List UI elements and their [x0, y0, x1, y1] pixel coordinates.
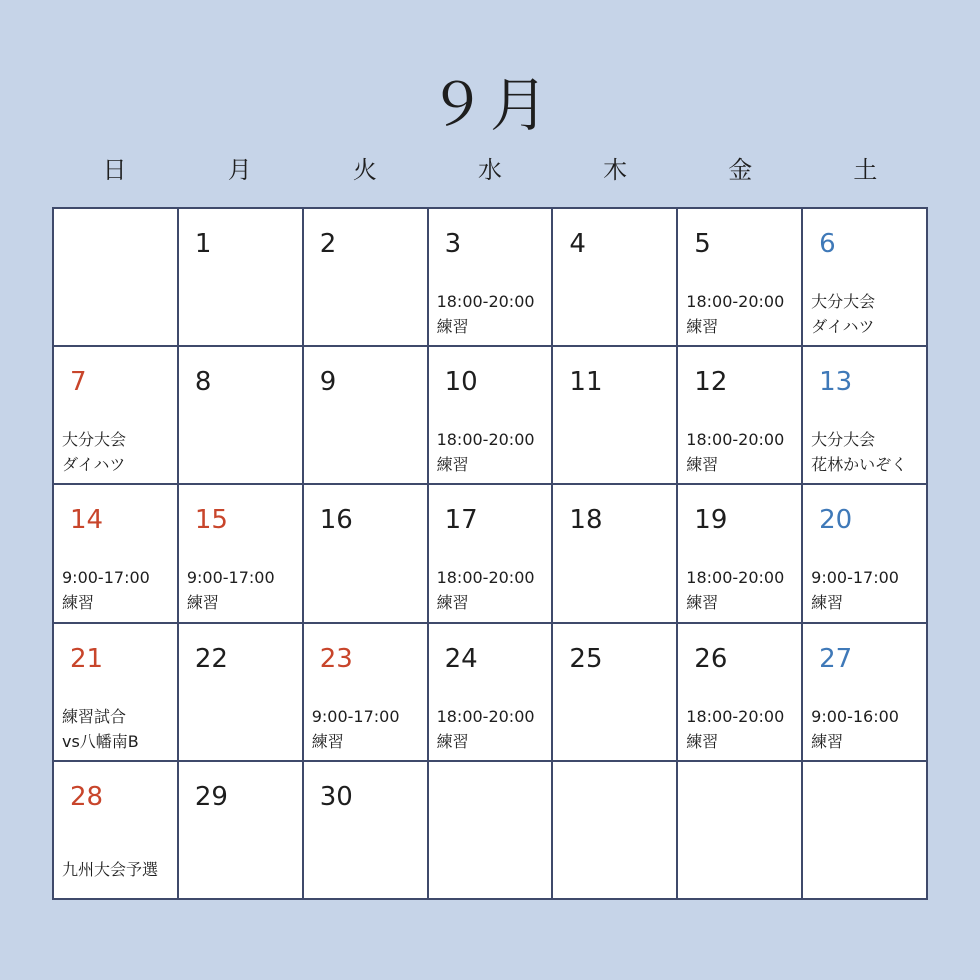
day-number: 20 [819, 505, 853, 536]
event-line: 練習試合 [62, 706, 127, 726]
calendar-grid [52, 207, 928, 900]
day-number: 23 [319, 643, 353, 674]
day-cell[interactable] [428, 484, 553, 622]
day-cell[interactable] [178, 623, 303, 761]
weekday-tue: 火 [352, 156, 377, 184]
day-cell[interactable] [53, 623, 178, 761]
event-note [62, 704, 139, 754]
weekday-sun: 日 [102, 156, 127, 184]
day-number: 14 [70, 505, 104, 536]
event-line: vs八幡南B [62, 731, 139, 751]
weekday-thu: 木 [603, 156, 628, 184]
day-number: 11 [569, 367, 603, 398]
day-number: 21 [70, 643, 104, 674]
event-line: 18:00-20:00 [436, 706, 535, 726]
day-number: 6 [819, 229, 836, 259]
day-number: 3 [444, 229, 462, 259]
weekday-header [52, 152, 928, 188]
event-line: 練習 [686, 731, 719, 751]
day-cell[interactable] [428, 346, 553, 484]
event-note [312, 704, 400, 754]
day-number: 15 [194, 505, 228, 536]
empty-day-cell [802, 761, 927, 899]
event-note [811, 565, 899, 615]
event-note [686, 427, 784, 477]
event-note [187, 565, 275, 615]
event-note [437, 427, 535, 477]
event-line: 練習 [62, 593, 95, 613]
event-line: 大分大会 [811, 292, 876, 311]
day-cell[interactable] [802, 208, 927, 346]
event-line: 9:00-17:00 [62, 568, 150, 588]
day-number: 30 [319, 781, 353, 812]
day-cell[interactable] [802, 346, 927, 484]
event-line: 18:00-20:00 [686, 568, 785, 588]
event-note [437, 289, 535, 339]
event-line: 大分大会 [811, 430, 876, 450]
day-cell[interactable] [677, 346, 802, 484]
weekday-wed: 水 [477, 156, 502, 184]
day-number: 10 [444, 367, 478, 398]
day-number: 26 [694, 643, 728, 674]
day-number: 12 [694, 367, 728, 398]
weekday-mon: 月 [227, 156, 252, 184]
event-line: 練習 [311, 731, 344, 751]
empty-day-cell [53, 208, 178, 346]
day-cell[interactable] [552, 484, 677, 622]
event-line: 練習 [436, 731, 469, 751]
event-note [437, 565, 535, 615]
event-note [686, 565, 784, 615]
event-line: 9:00-17:00 [311, 706, 400, 726]
event-line: 練習 [186, 593, 219, 613]
day-number: 7 [70, 367, 87, 398]
event-line: 九州大会予選 [62, 859, 159, 879]
event-line: 練習 [436, 593, 469, 613]
day-number: 27 [819, 643, 853, 674]
event-line: 練習 [436, 317, 469, 336]
day-cell[interactable] [677, 208, 802, 346]
event-line: 練習 [686, 317, 719, 336]
event-line: 18:00-20:00 [436, 292, 535, 311]
day-cell[interactable] [303, 761, 428, 899]
event-note [437, 704, 535, 754]
day-cell[interactable] [303, 484, 428, 622]
empty-day-cell [677, 761, 802, 899]
month-title: ９月 [427, 71, 552, 139]
event-line: 9:00-16:00 [811, 706, 899, 726]
event-line: 大分大会 [62, 430, 127, 450]
day-number: 22 [194, 643, 228, 674]
day-cell[interactable] [303, 346, 428, 484]
day-number: 18 [569, 505, 603, 536]
day-number: 28 [70, 781, 104, 812]
event-line: 花林かいぞく [811, 455, 908, 475]
day-number: 16 [319, 505, 353, 536]
day-cell[interactable] [677, 484, 802, 622]
day-number: 25 [569, 643, 603, 674]
day-cell[interactable] [677, 623, 802, 761]
day-cell[interactable] [178, 761, 303, 899]
event-line: 9:00-17:00 [811, 568, 899, 588]
event-line: 練習 [686, 455, 719, 475]
day-number: 29 [194, 781, 228, 812]
weekday-sat: 土 [853, 156, 878, 184]
event-note [62, 857, 158, 882]
day-cell[interactable] [428, 208, 553, 346]
event-line: 18:00-20:00 [686, 430, 785, 450]
day-cell[interactable] [802, 484, 927, 622]
day-cell[interactable] [428, 623, 553, 761]
day-cell[interactable] [802, 623, 927, 761]
day-cell[interactable] [53, 761, 178, 899]
day-number: 2 [319, 229, 337, 259]
event-note [811, 427, 907, 477]
event-line: 練習 [811, 731, 844, 751]
day-number: 9 [319, 367, 337, 398]
day-number: 24 [444, 643, 478, 674]
event-line: 9:00-17:00 [186, 568, 275, 588]
event-line: 18:00-20:00 [686, 706, 785, 726]
day-cell[interactable] [178, 346, 303, 484]
day-number: 5 [694, 229, 711, 259]
event-note [62, 427, 126, 477]
day-number: 19 [694, 505, 728, 536]
day-cell[interactable] [178, 484, 303, 622]
day-cell[interactable] [303, 208, 428, 346]
day-number: 4 [569, 229, 586, 259]
event-note [811, 704, 899, 754]
event-line: 18:00-20:00 [686, 292, 785, 311]
day-cell[interactable] [178, 208, 303, 346]
day-cell[interactable] [53, 484, 178, 622]
event-note [686, 704, 784, 754]
empty-day-cell [428, 761, 553, 899]
empty-day-cell [552, 761, 677, 899]
day-number: 17 [444, 505, 478, 536]
event-note [62, 565, 150, 615]
day-cell[interactable] [53, 346, 178, 484]
event-line: 練習 [436, 455, 469, 475]
event-line: 18:00-20:00 [436, 568, 535, 588]
event-line: ダイハツ [62, 455, 126, 475]
event-line: 練習 [811, 593, 844, 613]
day-number: 1 [194, 229, 212, 259]
event-line: 練習 [686, 593, 719, 613]
event-line: 18:00-20:00 [436, 430, 535, 450]
day-number: 13 [819, 367, 853, 398]
event-line: ダイハツ [811, 317, 875, 336]
day-cell[interactable] [552, 346, 677, 484]
event-note [686, 289, 784, 339]
day-cell[interactable] [303, 623, 428, 761]
day-cell[interactable] [552, 623, 677, 761]
day-number: 8 [194, 367, 212, 398]
day-cell[interactable] [552, 208, 677, 346]
event-note [811, 289, 875, 339]
weekday-fri: 金 [728, 156, 753, 184]
